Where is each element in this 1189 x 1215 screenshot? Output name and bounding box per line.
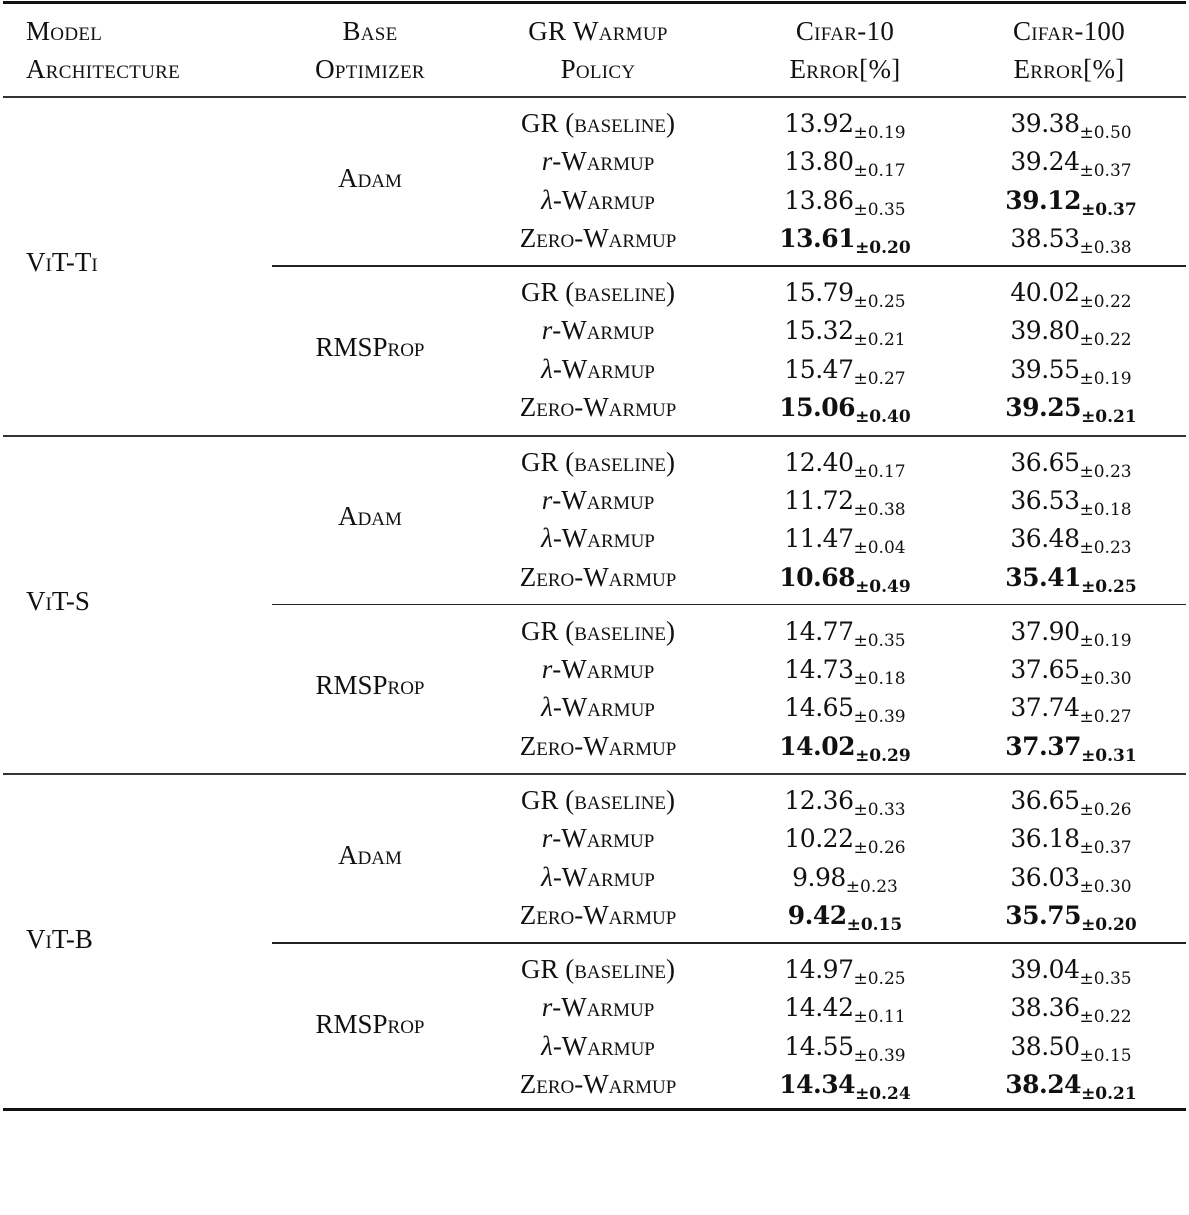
group-separator-rule [3,773,1186,775]
std-value: ±0.26 [853,838,906,859]
warmup-policy-cell [470,654,726,685]
std-value: ±0.15 [846,915,903,936]
policy-variable: r [541,315,553,346]
base-optimizer-label: Adam [338,501,402,531]
mean-value: 40.02 [1010,278,1080,307]
cifar100-error-cell [966,824,1176,859]
mean-value: 9.98 [792,862,846,892]
warmup-policy-cell [470,223,726,254]
cifar100-error-cell [966,693,1176,728]
std-value: ±0.25 [853,969,906,989]
cifar100-error-cell [966,1031,1176,1066]
warmup-policy-cell [470,616,726,647]
mean-value: 14.34 [779,1070,856,1100]
std-value: ±0.38 [853,499,906,520]
warmup-policy-cell [470,523,726,554]
std-value: ±0.11 [853,1007,906,1028]
cifar10-error-cell [740,862,950,897]
base-optimizer-label: RMSProp [315,1008,425,1039]
policy-variable: λ [541,1030,553,1061]
cifar10-error-cell [740,524,950,559]
mean-value: 13.80 [784,147,854,177]
mean-value: 38.50 [1010,1031,1080,1061]
cifar100-error-cell [966,1070,1176,1105]
cifar100-error-cell [966,224,1176,259]
mean-value: 14.65 [784,693,854,723]
cifar10-error-cell [740,109,950,143]
policy-variable: r [541,146,553,177]
cifar10-error-cell [740,278,950,312]
mean-value: 12.36 [784,786,854,815]
header-line: Base [342,16,398,46]
cifar10-error-cell [740,147,950,182]
mean-value: 15.06 [779,393,856,423]
header-line: GR Warmup [528,16,668,46]
mean-value: 39.38 [1010,109,1080,138]
policy-variable: λ [541,861,553,892]
policy-label: -Warmup [552,823,655,854]
cifar10-error-cell [740,693,950,728]
base-optimizer-label: Adam [338,162,402,193]
cifar10-error-cell [740,354,950,389]
optimizer-separator-rule [272,942,1186,944]
mean-value: 36.18 [1010,824,1080,854]
policy-variable: λ [541,184,553,215]
header-line: Policy [560,54,636,84]
policy-label: GR (baseline) [520,277,676,307]
mean-value: 37.65 [1010,654,1080,684]
std-value: ±0.22 [1079,330,1132,351]
header-model-architecture [26,12,180,88]
policy-label: GR (baseline) [520,785,676,815]
cifar100-error-cell [966,562,1176,597]
header-line: Cifar-10 [795,16,895,46]
mean-value: 38.36 [1010,993,1080,1023]
warmup-policy-cell [470,692,726,723]
mean-value: 14.77 [784,616,854,646]
cifar100-error-cell [966,354,1176,389]
mean-value: 13.61 [779,224,856,254]
std-value: ±0.49 [855,576,911,597]
warmup-policy-cell [470,992,726,1023]
cifar100-error-cell [966,147,1176,182]
cifar10-error-cell [740,786,950,820]
mean-value: 12.40 [784,447,854,477]
mean-value: 35.75 [1005,901,1082,931]
std-value: ±0.17 [853,161,906,182]
cifar100-error-cell [966,485,1176,520]
policy-label: Zero-Warmup [519,900,677,931]
warmup-policy-cell [470,185,726,216]
cifar10-error-cell [740,224,950,259]
cifar10-error-cell [740,654,950,689]
cifar10-error-cell [740,993,950,1028]
std-value: ±0.50 [1079,123,1132,143]
cifar100-error-cell [966,185,1176,220]
mean-value: 39.12 [1005,185,1082,215]
warmup-policy-cell [470,485,726,516]
cifar100-error-cell [966,955,1176,989]
policy-label: -Warmup [552,315,655,346]
group-separator-rule [3,435,1186,437]
mean-value: 9.42 [787,901,847,931]
std-value: ±0.23 [1079,461,1132,482]
std-value: ±0.17 [853,461,906,482]
mean-value: 39.80 [1010,316,1080,346]
cifar10-error-cell [740,185,950,220]
mean-value: 36.03 [1010,862,1080,892]
std-value: ±0.25 [1081,576,1137,597]
std-value: ±0.35 [853,199,906,220]
policy-label: GR (baseline) [520,446,676,477]
mean-value: 39.55 [1010,354,1080,384]
mean-value: 38.53 [1010,224,1080,254]
policy-variable: r [541,823,553,854]
std-value: ±0.15 [1079,1045,1132,1066]
policy-variable: r [541,653,553,684]
mean-value: 14.55 [784,1031,854,1061]
base-optimizer-label: RMSProp [315,670,425,700]
std-value: ±0.19 [853,123,906,143]
policy-variable: λ [541,523,553,554]
optimizer-separator-rule [272,265,1186,267]
cifar100-error-cell [966,616,1176,651]
policy-label: -Warmup [552,523,655,554]
cifar10-error-cell [740,731,950,766]
cifar10-error-cell [740,955,950,989]
cifar100-error-cell [966,993,1176,1028]
mean-value: 36.48 [1010,524,1080,554]
base-optimizer-label: RMSProp [315,331,425,362]
header-base-optimizer [296,12,444,88]
cifar100-error-cell [966,654,1176,689]
header-line: Error[%] [789,54,901,84]
cifar100-error-cell [966,278,1176,312]
std-value: ±0.18 [1079,499,1132,520]
std-value: ±0.27 [1079,707,1132,728]
std-value: ±0.39 [853,707,906,728]
policy-label: -Warmup [552,146,655,177]
header-cifar100-error [960,12,1178,88]
policy-label: -Warmup [552,692,655,723]
header-line: Architecture [26,54,180,84]
cifar10-error-cell [740,393,950,428]
std-value: ±0.37 [1079,838,1132,859]
policy-label: -Warmup [552,1030,655,1061]
mean-value: 15.79 [784,278,854,307]
warmup-policy-cell [470,277,726,308]
std-value: ±0.35 [1079,969,1132,989]
policy-label: Zero-Warmup [519,730,677,761]
warmup-policy-cell [470,1069,726,1100]
std-value: ±0.23 [845,876,898,897]
cifar10-error-cell [740,447,950,482]
policy-label: -Warmup [552,353,655,384]
cifar10-error-cell [740,1070,950,1105]
header-line: Cifar-100 [1012,16,1126,46]
mean-value: 10.68 [779,562,856,592]
cifar100-error-cell [966,447,1176,482]
cifar10-error-cell [740,824,950,859]
cifar100-error-cell [966,901,1176,936]
cifar10-error-cell [740,562,950,597]
optimizer-separator-rule [272,604,1186,606]
mean-value: 15.47 [784,354,854,384]
cifar100-error-cell [966,393,1176,428]
policy-label: -Warmup [552,184,655,215]
policy-variable: λ [541,353,553,384]
cifar100-error-cell [966,524,1176,559]
std-value: ±0.31 [1081,745,1137,766]
model-architecture-label: ViT-S [26,585,90,616]
std-value: ±0.04 [853,538,906,559]
std-value: ±0.21 [1081,1084,1137,1105]
std-value: ±0.26 [1079,800,1132,820]
mean-value: 35.41 [1005,562,1082,592]
model-architecture-label: ViT-B [26,924,93,955]
mean-value: 39.04 [1010,955,1080,984]
mean-value: 11.72 [784,485,854,515]
header-cifar10-error [740,12,950,88]
cifar100-error-cell [966,109,1176,143]
std-value: ±0.38 [1079,238,1132,259]
std-value: ±0.30 [1079,668,1132,689]
warmup-policy-cell [470,392,726,423]
table-bottom-rule [3,1108,1186,1111]
mean-value: 10.22 [784,824,854,854]
std-value: ±0.24 [855,1084,911,1105]
mean-value: 36.53 [1010,485,1080,515]
mean-value: 39.24 [1010,147,1080,177]
warmup-policy-cell [470,900,726,931]
header-bottom-rule [3,96,1186,98]
cifar100-error-cell [966,731,1176,766]
warmup-policy-cell [470,731,726,762]
std-value: ±0.27 [853,368,906,389]
policy-variable: r [541,992,553,1023]
policy-label: Zero-Warmup [519,223,677,254]
mean-value: 37.90 [1010,616,1080,646]
std-value: ±0.29 [855,745,911,766]
warmup-policy-cell [470,108,726,139]
cifar10-error-cell [740,1031,950,1066]
mean-value: 14.02 [779,731,856,761]
header-line: Model [26,16,103,46]
policy-label: -Warmup [552,484,655,515]
cifar10-error-cell [740,316,950,351]
warmup-policy-cell [470,447,726,478]
model-architecture-label: ViT-Ti [26,247,98,278]
policy-label: GR (baseline) [520,615,676,646]
cifar10-error-cell [740,901,950,936]
policy-variable: r [541,484,553,515]
policy-label: GR (baseline) [520,954,676,984]
policy-label: Zero-Warmup [519,561,677,592]
cifar100-error-cell [966,786,1176,820]
std-value: ±0.20 [855,238,911,259]
mean-value: 36.65 [1010,447,1080,477]
mean-value: 36.65 [1010,786,1080,815]
std-value: ±0.20 [1081,915,1137,936]
warmup-policy-cell [470,146,726,177]
warmup-policy-cell [470,823,726,854]
warmup-policy-cell [470,862,726,893]
cifar100-error-cell [966,316,1176,351]
std-value: ±0.21 [1081,407,1137,428]
std-value: ±0.39 [853,1045,906,1066]
mean-value: 14.97 [784,955,854,984]
std-value: ±0.22 [1079,292,1132,312]
policy-variable: λ [541,692,553,723]
cifar10-error-cell [740,616,950,651]
mean-value: 15.32 [784,316,854,346]
std-value: ±0.37 [1081,199,1137,220]
header-line: Optimizer [315,54,425,84]
warmup-policy-cell [470,954,726,985]
table-top-rule [3,1,1186,4]
std-value: ±0.19 [1079,368,1132,389]
clipped-following-text [40,1204,1160,1215]
std-value: ±0.40 [855,407,911,428]
warmup-policy-cell [470,315,726,346]
warmup-policy-cell [470,354,726,385]
std-value: ±0.18 [853,668,906,689]
std-value: ±0.21 [853,330,906,351]
mean-value: 11.47 [784,524,854,554]
mean-value: 37.74 [1010,693,1080,723]
std-value: ±0.37 [1079,161,1132,182]
std-value: ±0.25 [853,292,906,312]
warmup-policy-cell [470,562,726,593]
std-value: ±0.33 [853,800,906,820]
warmup-policy-cell [470,785,726,816]
mean-value: 14.73 [784,654,854,684]
std-value: ±0.30 [1079,876,1132,897]
base-optimizer-label: Adam [338,839,402,870]
std-value: ±0.23 [1079,538,1132,559]
std-value: ±0.35 [853,630,906,651]
mean-value: 39.25 [1005,393,1082,423]
policy-label: -Warmup [552,861,655,892]
policy-label: Zero-Warmup [519,392,677,423]
policy-label: Zero-Warmup [519,1069,677,1100]
cifar10-error-cell [740,485,950,520]
cifar100-error-cell [966,862,1176,897]
mean-value: 13.86 [784,185,854,215]
policy-label: -Warmup [552,653,655,684]
header-gr-warmup-policy [478,12,718,88]
header-line: Error[%] [1013,54,1125,84]
policy-label: -Warmup [552,992,655,1023]
policy-label: GR (baseline) [520,108,676,138]
std-value: ±0.22 [1079,1007,1132,1028]
mean-value: 37.37 [1005,731,1082,761]
std-value: ±0.19 [1079,630,1132,651]
mean-value: 13.92 [784,109,854,138]
mean-value: 14.42 [784,993,854,1023]
warmup-policy-cell [470,1031,726,1062]
mean-value: 38.24 [1005,1070,1082,1100]
